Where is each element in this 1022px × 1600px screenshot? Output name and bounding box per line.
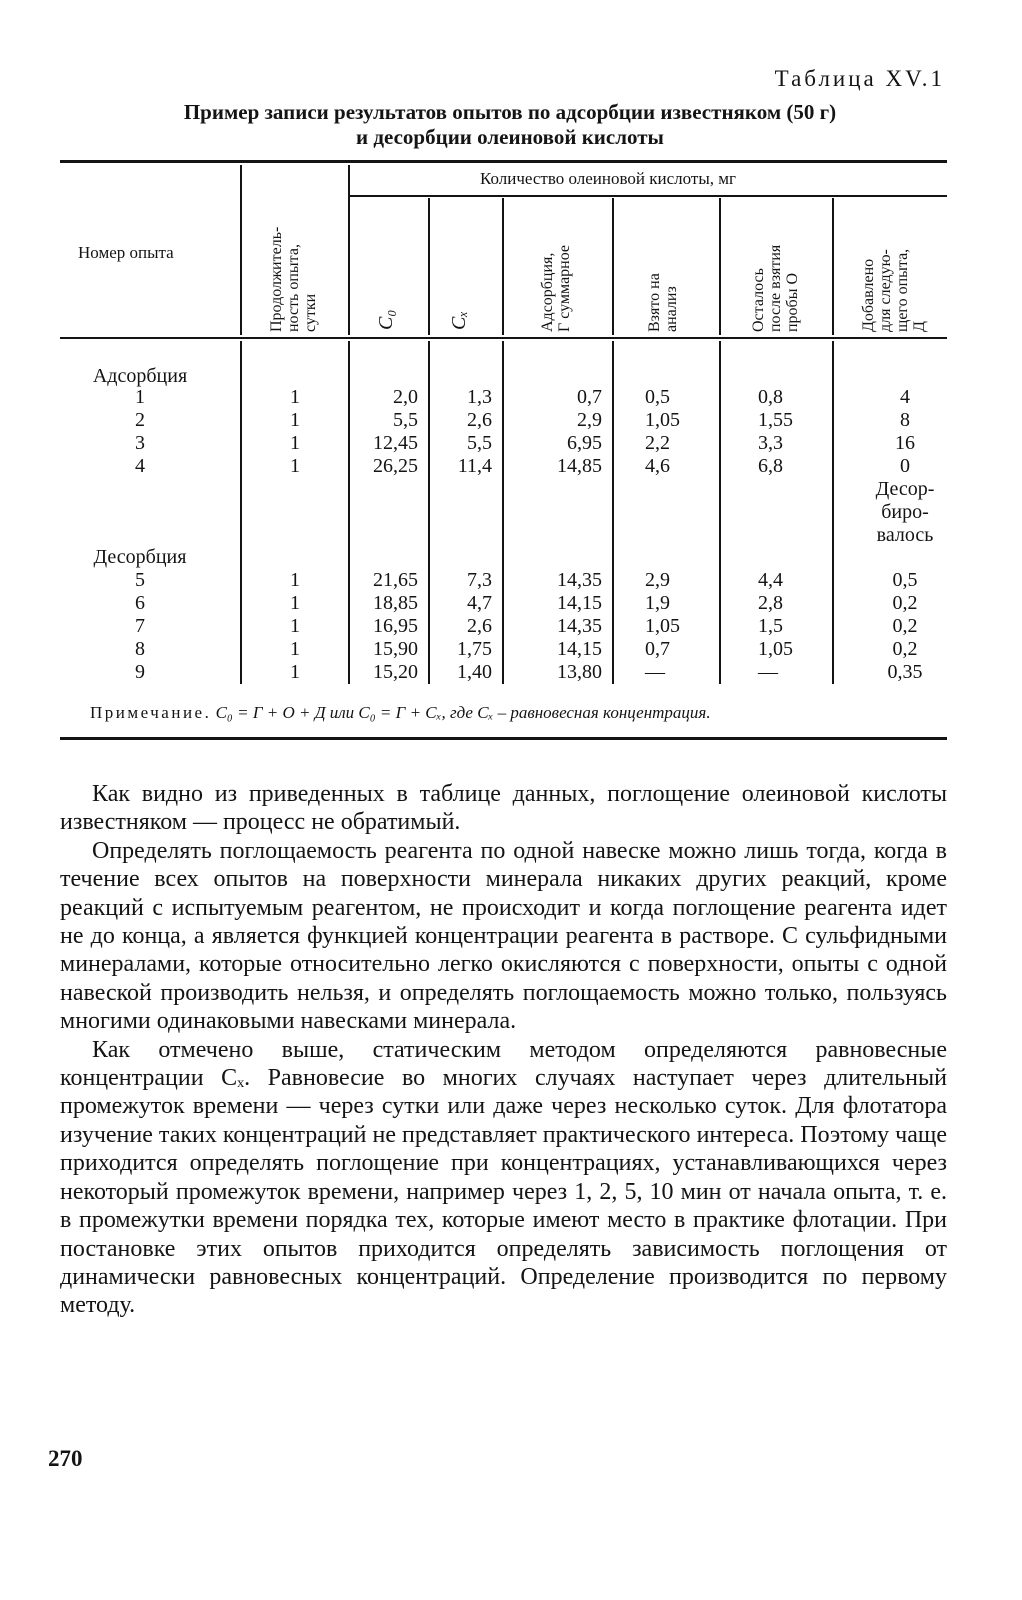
group-header-rule <box>348 195 947 197</box>
table-cell-taken: — <box>645 661 665 683</box>
table-cell-c0: 18,85 <box>373 592 418 614</box>
header-divider <box>612 198 614 335</box>
header-divider <box>502 198 504 335</box>
header-c0: C₀ <box>375 309 397 330</box>
table-cell-taken: 0,5 <box>645 386 670 408</box>
table-cell-cx: 1,40 <box>457 661 492 683</box>
table-cell-rem: 6,8 <box>758 455 783 477</box>
table-cell-num: 9 <box>135 661 145 683</box>
table-cell-days: 1 <box>290 455 300 477</box>
table-cell-g: 14,35 <box>557 569 602 591</box>
section-adsorption: Адсорбция <box>92 365 188 387</box>
paragraph: Как видно из приведенных в таблице данных, поглощение олеиновой кислоты известняком — процесс не обратимый. <box>60 781 947 836</box>
table-cell-taken: 0,7 <box>645 638 670 660</box>
header-taken-for-analysis: Взято на анализ <box>646 273 680 332</box>
paragraph: Определять поглощаемость реагента по одной навеске можно лишь тогда, когда в течение всех опытов на поверхности минерала никаких других реакций, кроме реакций с испытуемым реагентом, не происходит и когда поглощение реагента идет не до конца, а является функцией концентрации реагента в растворе. С сульфидными минералами, которые относительно легко окисляются с поверхности, опыты с одной навеской производить нельзя, и определять поглощаемость можно только, пользуясь многими одинаковыми навесками минерала. <box>60 837 947 1035</box>
body-divider <box>502 341 504 684</box>
header-divider <box>719 198 721 335</box>
body-divider <box>428 341 430 684</box>
header-duration: Продолжитель- ность опыта, сутки <box>268 226 319 332</box>
table-cell-added: 0 <box>900 455 910 477</box>
table-cell-num: 1 <box>135 386 145 408</box>
table-cell-added: 0,2 <box>892 615 918 637</box>
table-cell-rem: 3,3 <box>758 432 783 454</box>
table-cell-added: 0,35 <box>887 661 923 683</box>
header-divider <box>240 165 242 335</box>
table-cell-days: 1 <box>290 615 300 637</box>
table-cell-c0: 12,45 <box>373 432 418 454</box>
body-divider <box>240 341 242 684</box>
table-cell-rem: 2,8 <box>758 592 783 614</box>
table-cell-cx: 7,3 <box>467 569 492 591</box>
table-cell-rem: — <box>758 661 778 683</box>
table-note <box>90 703 711 723</box>
table-cell-g: 14,85 <box>557 455 602 477</box>
table-cell-cx: 2,6 <box>467 615 492 637</box>
table-bottom-rule <box>60 737 947 740</box>
table-cell-c0: 26,25 <box>373 455 418 477</box>
page-number: 270 <box>48 1446 83 1471</box>
header-added-for-next-experiment: Добавлено для следую- щего опыта, Д <box>860 248 928 332</box>
table-top-rule <box>60 160 947 163</box>
table-cell-num: 7 <box>135 615 145 637</box>
header-cx: Cₓ <box>448 310 470 330</box>
table-cell-rem: 1,5 <box>758 615 783 637</box>
table-cell-days: 1 <box>290 409 300 431</box>
table-cell-days: 1 <box>290 592 300 614</box>
table-cell-rem: 1,05 <box>758 638 793 660</box>
table-cell-c0: 5,5 <box>393 409 418 431</box>
table-cell-num: 8 <box>135 638 145 660</box>
table-header-rule <box>60 337 947 339</box>
table-cell-days: 1 <box>290 638 300 660</box>
table-cell-added: 8 <box>900 409 910 431</box>
table-cell-c0: 15,90 <box>373 638 418 660</box>
table-cell-taken: 1,9 <box>645 592 670 614</box>
table-cell-cx: 4,7 <box>467 592 492 614</box>
section-desorption: Десорбция <box>93 546 187 568</box>
table-cell-cx: 11,4 <box>457 455 492 477</box>
table-cell-days: 1 <box>290 386 300 408</box>
table-cell-g: 14,35 <box>557 615 602 637</box>
body-text <box>60 780 947 1320</box>
table-cell-g: 14,15 <box>557 638 602 660</box>
table-cell-added: 0,2 <box>892 638 918 660</box>
table-cell-num: 2 <box>135 409 145 431</box>
table-cell-cx: 5,5 <box>467 432 492 454</box>
table-cell-taken: 1,05 <box>645 409 680 431</box>
body-divider <box>832 341 834 684</box>
header-divider <box>832 198 834 335</box>
body-divider <box>719 341 721 684</box>
table-cell-days: 1 <box>290 432 300 454</box>
table-cell-g: 14,15 <box>557 592 602 614</box>
table-cell-g: 0,7 <box>577 386 602 408</box>
table-cell-c0: 16,95 <box>373 615 418 637</box>
header-experiment-number: Номер опыта <box>78 243 174 262</box>
paragraph: Как отмечено выше, статическим методом определяются равновесные концентрации Cₓ. Равновесие во многих случаях наступает через длительный промежуток времени — через сутки или даже через несколько суток. Для флотатора изучение таких концентраций не представляет практического интереса. Поэтому чаще приходится определять поглощение при концентрациях, устанавливающихся через некоторый промежуток времени, например через 1, 2, 5, 10 мин от начала опыта, т. е. в промежутки времени порядка тех, которые имеют место в практике флотации. При постановке этих опытов приходится определять зависимость поглощения от динамически равновесных концентраций. Определение производится по первому методу. <box>60 1036 947 1319</box>
table-cell-c0: 15,20 <box>373 661 418 683</box>
table-cell-g: 13,80 <box>557 661 602 683</box>
table-cell-g: 6,95 <box>567 432 602 454</box>
table-cell-cx: 1,3 <box>467 386 492 408</box>
table-cell-days: 1 <box>290 661 300 683</box>
body-divider <box>612 341 614 684</box>
table-cell-added: 16 <box>895 432 915 454</box>
header-divider <box>348 165 350 335</box>
table-cell-days: 1 <box>290 569 300 591</box>
body-divider <box>348 341 350 684</box>
table-cell-cx: 1,75 <box>457 638 492 660</box>
table-cell-num: 5 <box>135 569 145 591</box>
table-cell-num: 3 <box>135 432 145 454</box>
table-cell-taken: 4,6 <box>645 455 670 477</box>
table-cell-taken: 2,2 <box>645 432 670 454</box>
table-cell-c0: 2,0 <box>393 386 418 408</box>
header-adsorption-total: Адсорбция, Г суммарное <box>539 244 573 332</box>
header-oleic-acid-amount: Количество олеиновой кислоты, мг <box>480 169 737 188</box>
table-cell-rem: 0,8 <box>758 386 783 408</box>
table-caption-line-2: и десорбции олеиновой кислоты <box>356 125 664 149</box>
table-cell-c0: 21,65 <box>373 569 418 591</box>
table-caption-line-1: Пример записи результатов опытов по адсорбции известняком (50 г) <box>183 100 837 124</box>
note-formula: C₀ = Г + О + Д или C₀ = Г + Cₓ, где Cₓ – равновесная концентрация. <box>215 703 711 722</box>
header-remaining-after-sampling: Осталось после взятия пробы О <box>750 244 801 332</box>
table-cell-num: 6 <box>135 592 145 614</box>
table-cell-rem: 1,55 <box>758 409 793 431</box>
table-cell-rem: 4,4 <box>758 569 783 591</box>
table-cell-added: 4 <box>900 386 910 408</box>
table-cell-taken: 2,9 <box>645 569 670 591</box>
note-label: Примечание. <box>90 703 212 722</box>
desorbed-note: Десор- биро- валось <box>875 478 935 546</box>
table-cell-g: 2,9 <box>577 409 602 431</box>
table-cell-num: 4 <box>135 455 145 477</box>
table-cell-added: 0,2 <box>892 592 918 614</box>
table-cell-cx: 2,6 <box>467 409 492 431</box>
header-divider <box>428 198 430 335</box>
table-cell-added: 0,5 <box>892 569 918 591</box>
table-number: Таблица XV.1 <box>774 66 945 91</box>
table-cell-taken: 1,05 <box>645 615 680 637</box>
